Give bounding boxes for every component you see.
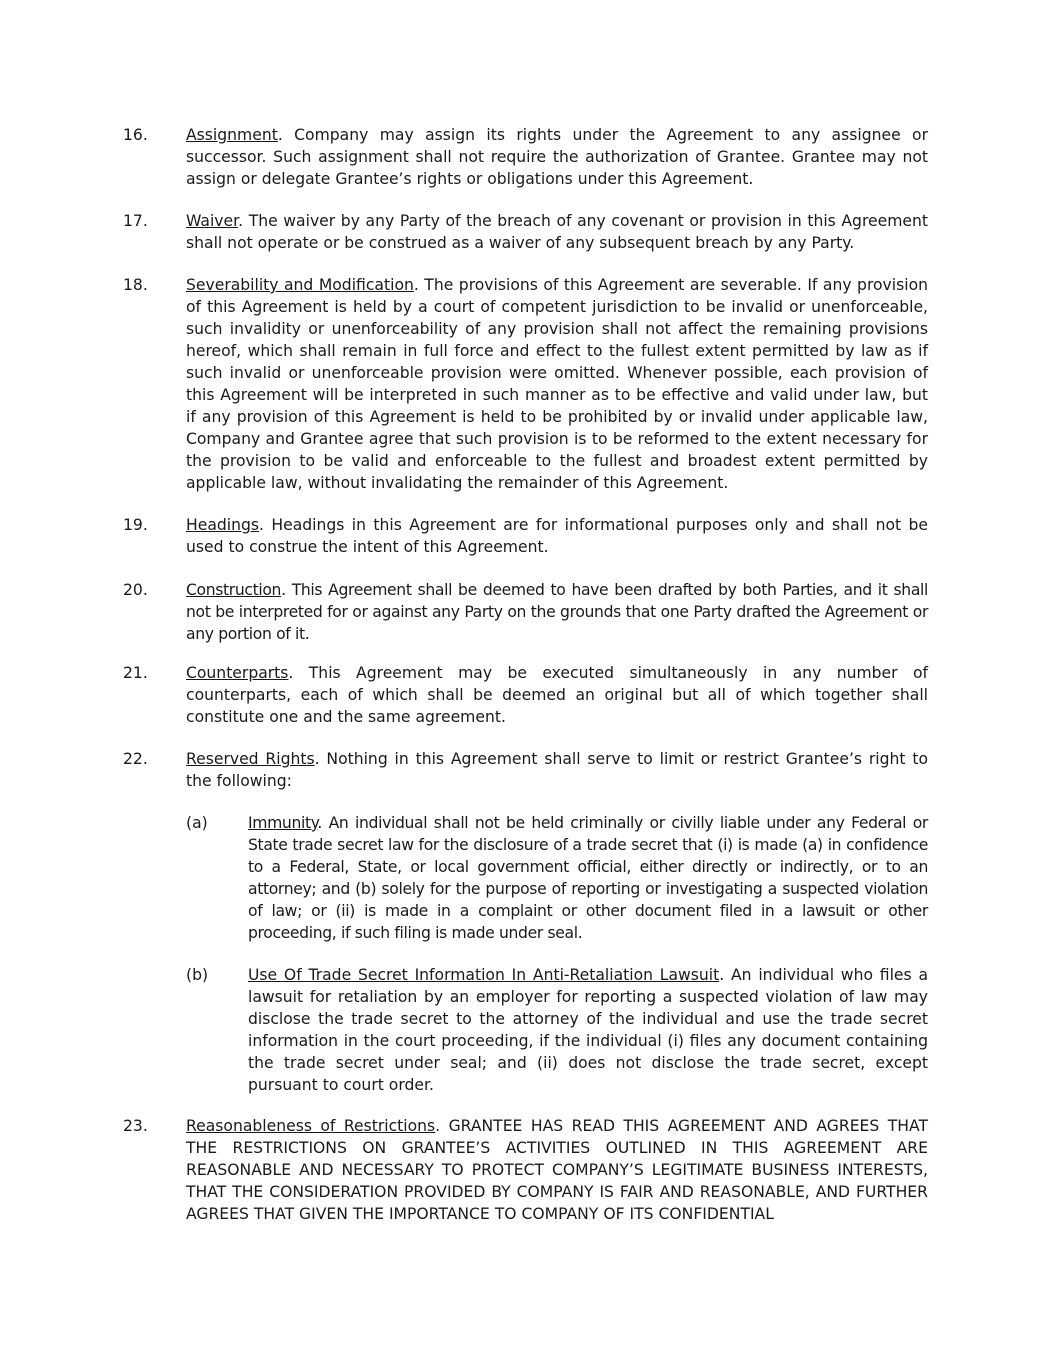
section-number: 23. <box>123 1117 148 1135</box>
section-number: 18. <box>123 276 148 294</box>
section-body <box>186 274 928 494</box>
section-number: 16. <box>123 126 148 144</box>
section-heading: Reasonableness of Restrictions <box>186 1117 436 1135</box>
subsection-text: . An individual who files a lawsuit for retaliation by an employer for reporting a suspected violation of law may disclose the trade secret to the attorney of the individual and use the trade secret information in the court proceeding, if the individual (i) files any document containing the trade secret under seal; and (ii) does not disclose the trade secret, except pursuant to court order. <box>248 966 928 1094</box>
section-body <box>186 1115 928 1225</box>
section-heading: Assignment <box>186 126 278 144</box>
section-heading: Waiver <box>186 212 239 230</box>
subsection-heading: Immunity <box>248 814 318 832</box>
subsection-number: (a) <box>186 814 208 832</box>
section-body <box>186 748 928 792</box>
section-text: . Company may assign its rights under the Agreement to any assignee or successor. Such assignment shall not require the authorization of Grantee. Grantee may not assign or delegate Grantee’s rights or obligations under this Agreement. <box>186 126 928 188</box>
section-body <box>186 662 928 728</box>
section-text: . This Agreement may be executed simultaneously in any number of counterparts, each of which shall be deemed an original but all of which together shall constitute one and the same agreement. <box>186 664 928 726</box>
section-text: . Nothing in this Agreement shall serve to limit or restrict Grantee’s right to the following: <box>186 750 928 790</box>
subsection-22a-immunity <box>186 812 928 944</box>
section-number: 21. <box>123 664 148 682</box>
section-16-assignment <box>123 124 928 190</box>
subsection-22b-anti-retaliation <box>186 964 928 1096</box>
section-heading: Reserved Rights <box>186 750 315 768</box>
section-number: 17. <box>123 212 148 230</box>
section-body <box>186 124 928 190</box>
section-heading: Severability and Modification <box>186 276 414 294</box>
section-18-severability <box>123 274 928 494</box>
section-23-reasonableness <box>123 1115 928 1225</box>
section-text: . The provisions of this Agreement are severable. If any provision of this Agreement is held by a court of competent jurisdiction to be invalid or unenforceable, such invalidity or unenforceability of any provision shall not affect the remaining provisions hereof, which shall remain in full force and effect to the fullest extent permitted by law as if such invalid or unenforceable provision were omitted. Whenever possible, each provision of this Agreement will be interpreted in such manner as to be effective and valid under law, but if any provision of this Agreement is held to be prohibited by or invalid under applicable law, Company and Grantee agree that such provision is to be reformed to the extent necessary for the provision to be valid and enforceable to the fullest and broadest extent permitted by applicable law, without invalidating the remainder of this Agreement. <box>186 276 928 492</box>
section-17-waiver <box>123 210 928 254</box>
subsection-heading: Use Of Trade Secret Information In Anti-Retaliation Lawsuit <box>248 966 720 984</box>
subsection-body <box>248 812 928 944</box>
section-22-reserved-rights <box>123 748 928 792</box>
section-text: . This Agreement shall be deemed to have been drafted by both Parties, and it shall not be interpreted for or against any Party on the grounds that one Party drafted the Agreement or any portion of it. <box>186 581 928 643</box>
section-body <box>186 514 928 558</box>
subsection-text: . An individual shall not be held criminally or civilly liable under any Federal or State trade secret law for the disclosure of a trade secret that (i) is made (a) in confidence to a Federal, State, or local government official, either directly or indirectly, or to an attorney; and (b) solely for the purpose of reporting or investigating a suspected violation of law; or (ii) is made in a complaint or other document filed in a lawsuit or other proceeding, if such filing is made under seal. <box>248 814 928 942</box>
subsection-body <box>248 964 928 1096</box>
section-text: . The waiver by any Party of the breach of any covenant or provision in this Agreement shall not operate or be construed as a waiver of any subsequent breach by any Party. <box>186 212 928 252</box>
section-heading: Construction <box>186 581 282 599</box>
section-heading: Counterparts <box>186 664 289 682</box>
section-number: 22. <box>123 750 148 768</box>
section-number: 20. <box>123 581 148 599</box>
subsection-number: (b) <box>186 966 209 984</box>
section-text: . GRANTEE HAS READ THIS AGREEMENT AND AGREES THAT THE RESTRICTIONS ON GRANTEE’S ACTIVITIES OUTLINED IN THIS AGREEMENT ARE REASONABLE AND NECESSARY TO PROTECT COMPANY’S LEGITIMATE BUSINESS INTERESTS, THAT THE CONSIDERATION PROVIDED BY COMPANY IS FAIR AND REASONABLE, AND FURTHER AGREES THAT GIVEN THE IMPORTANCE TO COMPANY OF ITS CONFIDENTIAL <box>186 1117 928 1223</box>
section-number: 19. <box>123 516 148 534</box>
section-heading: Headings <box>186 516 260 534</box>
section-20-construction <box>123 579 928 645</box>
section-body <box>186 579 928 645</box>
section-19-headings <box>123 514 928 558</box>
section-text: . Headings in this Agreement are for informational purposes only and shall not be used to construe the intent of this Agreement. <box>186 516 928 556</box>
section-body <box>186 210 928 254</box>
section-21-counterparts <box>123 662 928 728</box>
